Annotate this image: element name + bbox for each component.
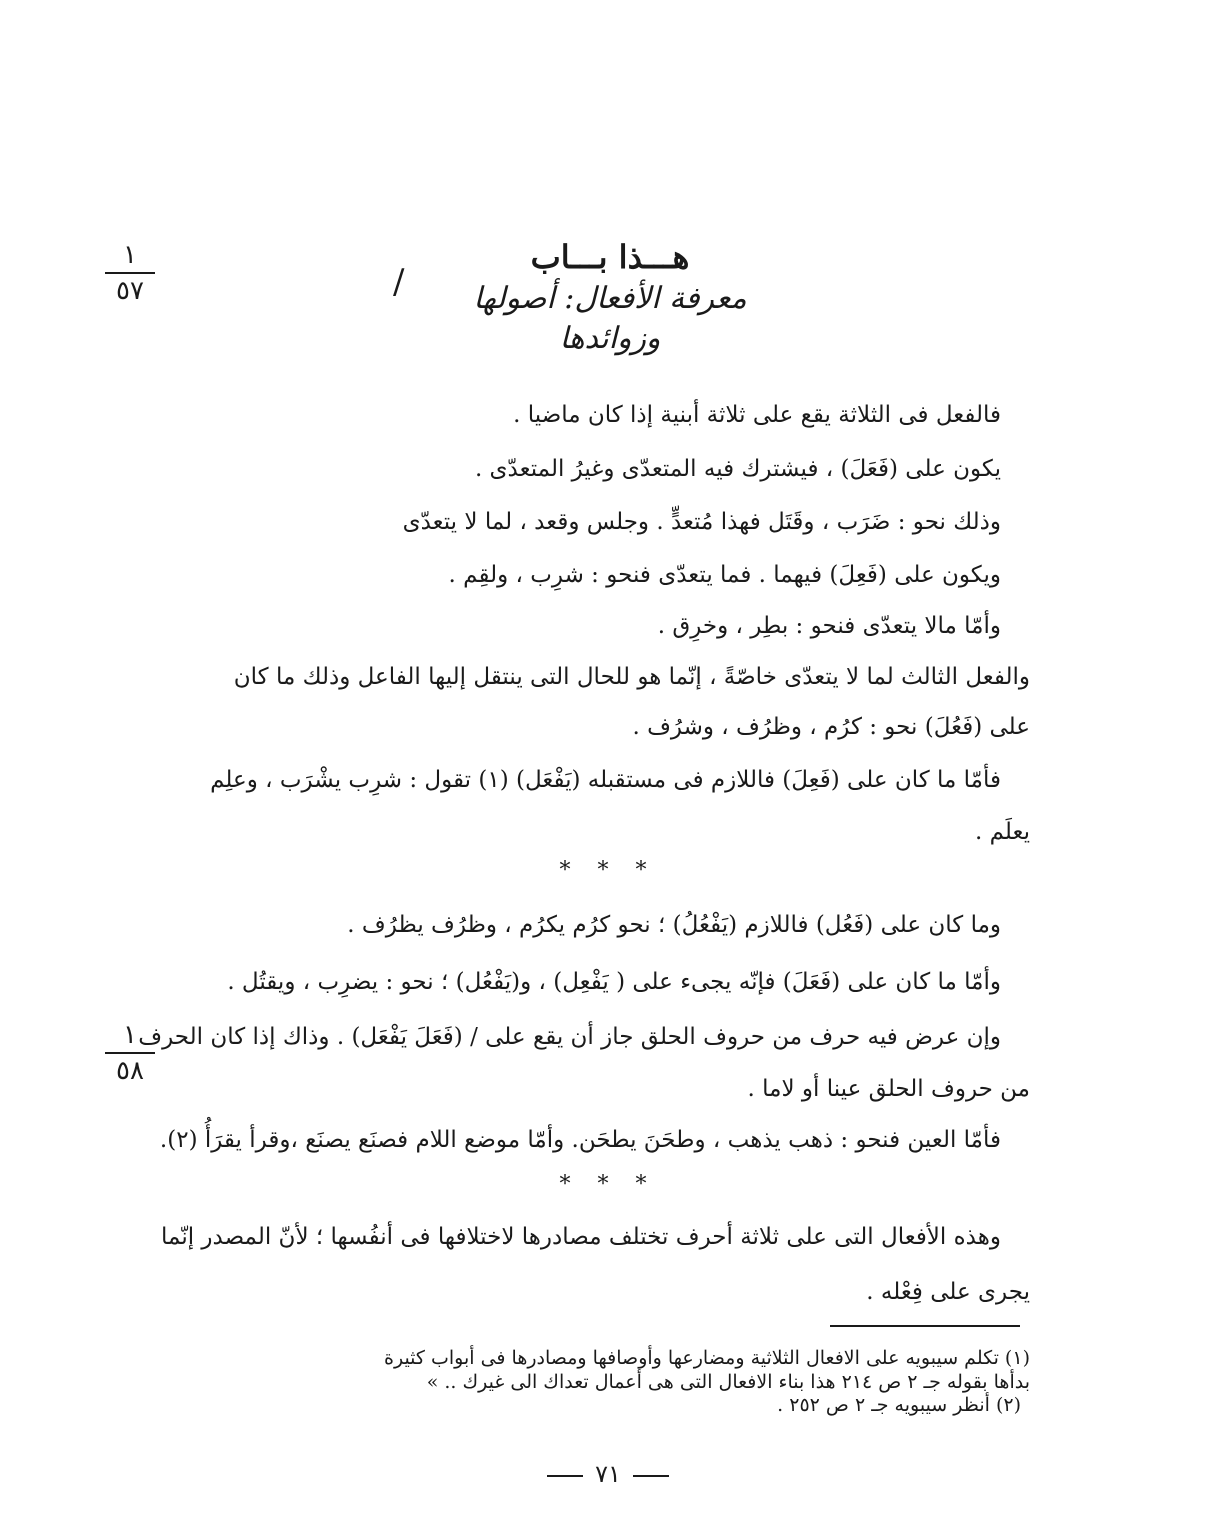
margin-ref-volume: ١: [105, 240, 155, 274]
body-line: وأمّا ما كان على (فَعَلَ) فإنّه يجىء على ( يَفْعِل) ، و(يَفْعُل) ؛ نحو : يضرِب ، ويقتُل .: [227, 969, 1001, 995]
body-line: فالفعل فى الثلاثة يقع على ثلاثة أبنية إذا كان ماضيا .: [513, 402, 1001, 428]
body-line: وهذه الأفعال التى على ثلاثة أحرف تختلف مصادرها لاختلافها فى أنفُسها ؛ لأنّ المصدر إنّما: [161, 1224, 1001, 1250]
chapter-heading: [420, 235, 800, 359]
body-line: يكون على (فَعَلَ) ، فيشترك فيه المتعدّى وغيرُ المتعدّى .: [474, 456, 1001, 482]
margin-ref-page: ٥٧: [116, 276, 144, 306]
section-separator: * * *: [559, 1172, 657, 1197]
footnote-line: (١) تكلم سيبويه على الافعال الثلاثية ومضارعها وأوصافها ومصادرها فى أبواب كثيرة: [384, 1347, 1030, 1369]
body-line: على (فَعُلَ) نحو : كرُم ، وظرُف ، وشرُف .: [632, 714, 1030, 740]
section-separator: * * *: [559, 858, 657, 883]
body-line: يعلَم .: [974, 819, 1030, 845]
body-line: ويكون على (فَعِلَ) فيهما . فما يتعدّى فنحو : شرِب ، ولقِم .: [448, 562, 1001, 588]
footnote-line: بدأها بقوله جـ ٢ ص ٢١٤ هذا بناء الافعال التى هى أعمال تعداك الى غيرك .. »: [426, 1371, 1030, 1393]
body-line: فأمّا العين فنحو : ذهب يذهب ، وطحَنَ يطحَن. وأمّا موضع اللام فصنَع يصنَع ،وقرأ يقرَأُ (٢).: [159, 1127, 1001, 1153]
page-break-slash: /: [393, 262, 405, 302]
margin-ref-page: ٥٨: [116, 1056, 144, 1086]
body-line: فأمّا ما كان على (فَعِلَ) فاللازم فى مستقبله (يَفْعَل) (١) تقول : شرِب يشْرَب ، وعلِم: [210, 767, 1001, 793]
body-line: وإن عرض فيه حرف من حروف الحلق جاز أن يقع على / (فَعَلَ يَفْعَل) . وذاك إذا كان الحرف: [138, 1024, 1001, 1050]
page-number-dash: [547, 1475, 583, 1477]
page-number-value: ٧١: [595, 1460, 621, 1488]
heading-title: هـــذا بـــاب: [530, 238, 690, 276]
margin-ref-volume: ١: [105, 1020, 155, 1054]
page-number: [0, 1460, 1216, 1488]
body-line: وذلك نحو : ضَرَب ، وقَتَل فهذا مُتعدٍّ . وجلس وقعد ، لما لا يتعدّى: [402, 509, 1001, 535]
body-line: والفعل الثالث لما لا يتعدّى خاصّةً ، إنّما هو للحال التى ينتقل إليها الفاعل وذلك ما كان: [233, 664, 1030, 690]
body-line: وما كان على (فَعُل) فاللازم (يَفْعُلُ) ؛ نحو كرُم يكرُم ، وظرُف يظرُف .: [347, 912, 1001, 938]
body-line: يجرى على فِعْله .: [866, 1279, 1030, 1305]
page-number-dash: [633, 1475, 669, 1477]
margin-reference-57: [105, 240, 155, 306]
footnote-rule: [830, 1325, 1020, 1327]
footnote-line: (٢) أنظر سيبويه جـ ٢ ص ٢٥٢ .: [777, 1394, 1021, 1416]
heading-subtitle: معرفة الأفعال: أصولها وزوائدها: [473, 281, 747, 356]
body-line: وأمّا مالا يتعدّى فنحو : بطِر ، وخرِق .: [657, 613, 1001, 639]
body-line: من حروف الحلق عينا أو لاما .: [747, 1076, 1030, 1102]
